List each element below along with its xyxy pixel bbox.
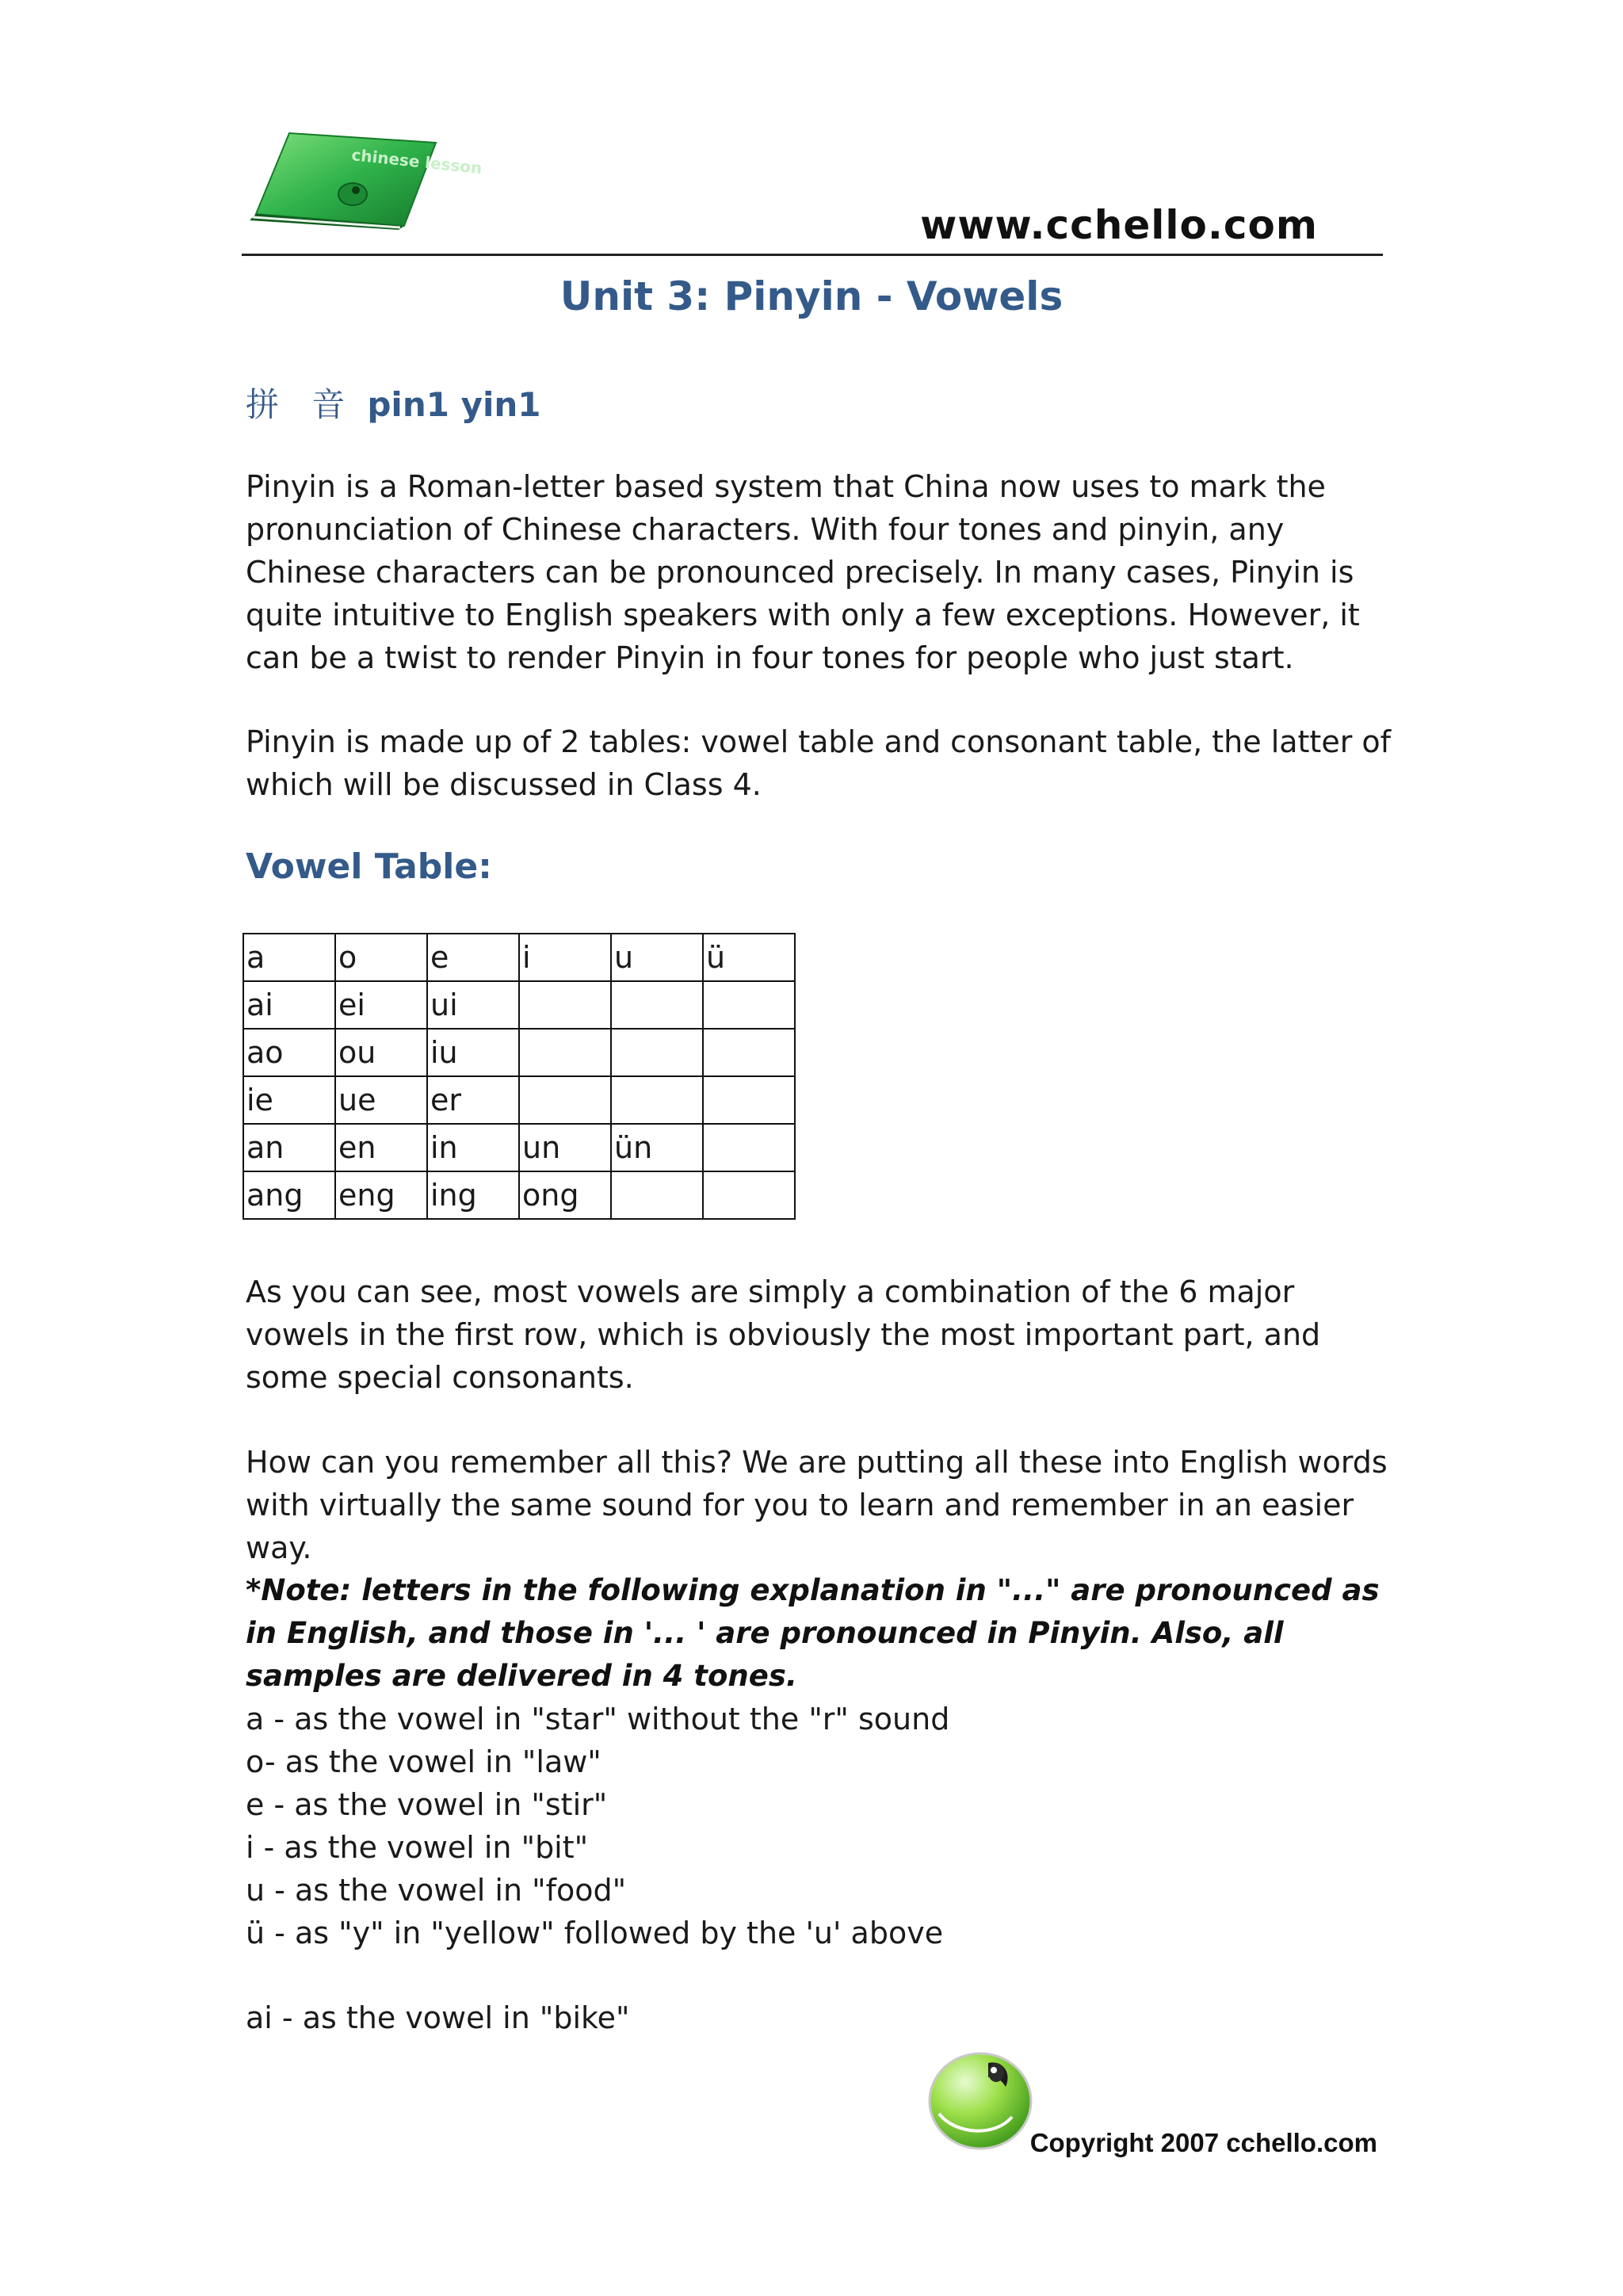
cchello-mascot-logo [923, 2041, 1038, 2156]
table-cell: ong [519, 1171, 611, 1219]
table-cell [703, 1076, 795, 1124]
tables-paragraph: Pinyin is made up of 2 tables: vowel table and consonant table, the latter of which will be discussed in Class 4. [246, 724, 1392, 802]
chinese-lesson-book-logo [242, 127, 483, 230]
site-url[interactable]: www.cchello.com [920, 202, 1318, 248]
list-item: ü - as "y" in "yellow" followed by the 'u' above [246, 1916, 944, 1950]
table-cell [611, 1029, 703, 1076]
table-cell [519, 981, 611, 1029]
table-row [243, 1124, 795, 1171]
table-row [243, 1171, 795, 1219]
table-cell [611, 1076, 703, 1124]
table-cell: in [427, 1124, 519, 1171]
table-cell [611, 981, 703, 1029]
pronunciation-note: *Note: letters in the following explanation in "..." are pronounced as in English, and those in '... ' are pronounced in Pinyin. Also, all samples are delivered in 4 tones. [246, 1573, 1380, 1693]
table-cell: ie [243, 1076, 335, 1124]
table-cell: ün [611, 1124, 703, 1171]
table-row [243, 981, 795, 1029]
vowel-table-heading: Vowel Table: [246, 846, 492, 887]
table-cell [519, 1076, 611, 1124]
list-item: ai - as the vowel in "bike" [246, 2000, 630, 2035]
vowel-table [242, 933, 796, 1220]
table-cell: ao [243, 1029, 335, 1076]
table-cell: en [335, 1124, 427, 1171]
table-cell: ue [335, 1076, 427, 1124]
table-cell: e [427, 934, 519, 981]
list-item: i - as the vowel in "bit" [246, 1830, 589, 1865]
list-item: u - as the vowel in "food" [246, 1873, 627, 1908]
table-cell [703, 1029, 795, 1076]
intro-paragraph: Pinyin is a Roman-letter based system that China now uses to mark the pronunciation of Chinese characters. With four tones and pinyin, any Chinese characters can be pronounced precisely. In many cases, Pinyin is quite intuitive to English speakers with only a few exceptions. However, it can be a twist to render Pinyin in four tones for people who just start. [246, 469, 1360, 675]
table-cell: a [243, 934, 335, 981]
table-cell: ing [427, 1171, 519, 1219]
copyright-text: Copyright 2007 cchello.com [1029, 2128, 1377, 2157]
list-item: o- as the vowel in "law" [246, 1744, 601, 1779]
table-cell [703, 981, 795, 1029]
remember-paragraph: How can you remember all this? We are putting all these into English words with virtually the same sound for you to learn and remember in an easier way. [246, 1445, 1388, 1565]
table-cell: un [519, 1124, 611, 1171]
header-divider [242, 254, 1383, 256]
table-cell [519, 1029, 611, 1076]
table-cell: iu [427, 1029, 519, 1076]
subtitle-hanzi: 拼 音 [246, 385, 357, 424]
page-title: Unit 3: Pinyin - Vowels [559, 273, 1064, 319]
table-row [243, 1029, 795, 1076]
table-cell: ai [243, 981, 335, 1029]
table-cell [703, 1171, 795, 1219]
table-row [243, 1076, 795, 1124]
table-cell [703, 1124, 795, 1171]
table-cell: o [335, 934, 427, 981]
table-cell: eng [335, 1171, 427, 1219]
table-cell: er [427, 1076, 519, 1124]
table-cell: ang [243, 1171, 335, 1219]
logo-text: chinese lesson [350, 145, 483, 178]
table-cell: ü [703, 934, 795, 981]
table-cell: ui [427, 981, 519, 1029]
table-row [243, 934, 795, 981]
table-cell: i [519, 934, 611, 981]
table-cell [611, 1171, 703, 1219]
table-cell: u [611, 934, 703, 981]
pinyin-subtitle [246, 379, 540, 426]
combination-paragraph: As you can see, most vowels are simply a combination of the 6 major vowels in the first row, which is obviously the most important part, and some special consonants. [246, 1274, 1321, 1395]
vowel-examples-list [246, 1698, 949, 1954]
subtitle-pinyin: pin1 yin1 [367, 385, 541, 424]
table-cell: ei [335, 981, 427, 1029]
list-item: e - as the vowel in "stir" [246, 1787, 608, 1822]
table-cell: an [243, 1124, 335, 1171]
table-cell: ou [335, 1029, 427, 1076]
list-item: a - as the vowel in "star" without the "r" sound [246, 1702, 950, 1736]
